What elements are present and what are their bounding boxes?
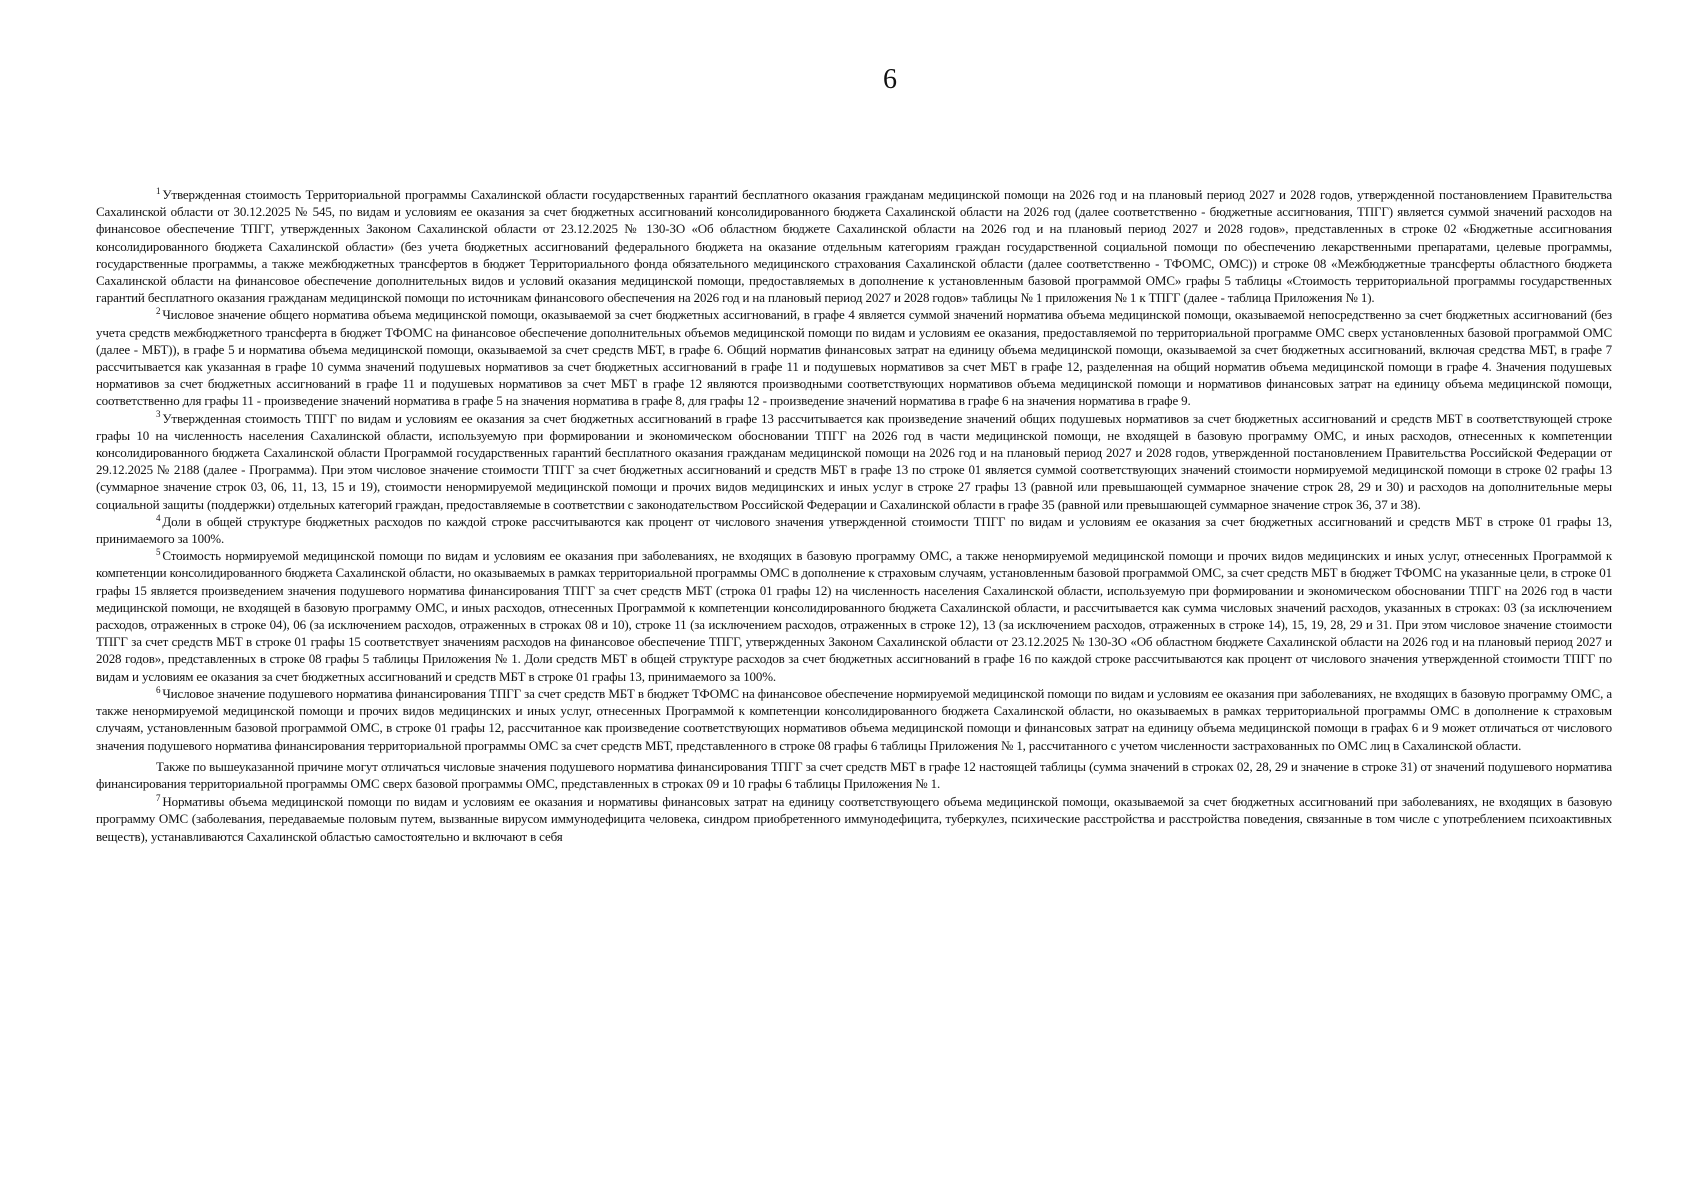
footnote-marker: 7	[156, 792, 161, 803]
footnote-marker: 3	[156, 409, 161, 420]
footnotes-section	[96, 186, 1612, 845]
footnote-marker: 4	[156, 512, 161, 523]
footnote-6	[96, 685, 1612, 754]
footnote-text: Также по вышеуказанной причине могут отличаться числовые значения подушевого норматива финансирования ТПГГ за счет средств МБТ в графе 12 настоящей таблицы (сумма значений в строках 02, 28, 29 и значение в строке 31) от значений подушевого норматива финансирования территориальной программы ОМС сверх базовой программы ОМС, представленных в строках 09 и 10 графы 6 таблицы Приложения № 1.	[96, 758, 1612, 791]
footnote-7	[96, 793, 1612, 845]
footnote-marker: 2	[156, 306, 161, 317]
footnote-marker: 5	[156, 546, 161, 557]
footnote-1	[96, 186, 1612, 306]
footnote-text: Стоимость нормируемой медицинской помощи по видам и условиям ее оказания при заболеваниях, не входящих в базовую программу ОМС, а также ненормируемой медицинской помощи и прочих видов медицинских и иных услуг, отнесенных Программой к компетенции консолидированного бюджета Сахалинской области, но оказываемых в рамках территориальной программы ОМС в дополнение к страховым случаям, установленным базовой программой ОМС, за счет средств МБТ в бюджет ТФОМС на указанные цели, в строке 01 графы 15 является произведением значения подушевого норматива финансирования ТПГГ за счет средств МБТ (строка 01 графы 12) на численность населения Сахалинской области, используемую при формировании и экономическом обосновании ТПГГ на 2026 год в части медицинской помощи, не входящей в базовую программу ОМС, и иных расходов, отнесенных Программой к компетенции консолидированного бюджета Сахалинской области, и рассчитывается как сумма числовых значений расходов, указанных в строках: 03 (за исключением расходов, отраженных в строке 04), 06 (за исключением расходов, отраженных в строках 08 и 10), строке 11 (за исключением расходов, отраженных в строке 12), 13 (за исключением расходов, отраженных в строке 14), 15, 19, 28, 29 и 31. При этом числовое значение стоимости ТПГГ за счет средств МБТ в строке 01 графы 15 соответствует значениям расходов на финансовое обеспечение ТПГГ, утвержденных Законом Сахалинской области от 23.12.2025 № 130-ЗО «Об областном бюджете Сахалинской области на 2026 год и на плановый период 2027 и 2028 годов», представленных в строке 08 графы 5 таблицы Приложения № 1. Доли средств МБТ в общей структуре расходов за счет бюджетных ассигнований в графе 16 по каждой строке рассчитываются как процент от числового значения утвержденной стоимости ТПГГ по видам и условиям ее оказания за счет бюджетных ассигнований и средств МБТ в строке 01 графы 13, принимаемого за 100%.	[96, 548, 1612, 684]
footnote-text: Числовое значение общего норматива объема медицинской помощи, оказываемой за счет бюджетных ассигнований, в графе 4 является суммой значений норматива объема медицинской помощи, оказываемой непосредственно за счет бюджетных ассигнований (без учета средств межбюджетного трансферта в бюджет ТФОМС на финансовое обеспечение дополнительных объемов медицинской помощи по видам и условиям ее оказания, предоставляемой по территориальной программе ОМС сверх установленных базовой программой ОМС (далее - МБТ)), в графе 5 и норматива объема медицинской помощи, оказываемой за счет средств МБТ, в графе 6. Общий норматив финансовых затрат на единицу объема медицинской помощи, оказываемой за счет бюджетных ассигнований, включая средства МБТ, в графе 7 рассчитывается как указанная в графе 10 сумма значений подушевых нормативов за счет бюджетных ассигнований в графе 11 и подушевых нормативов за счет МБТ в графе 12, разделенная на общий норматив объема медицинской помощи в графе 4. Значения подушевых нормативов за счет бюджетных ассигнований в графе 11 и подушевых нормативов за счет МБТ в графе 12 являются производными соответствующих нормативов объема медицинской помощи и нормативов финансовых затрат на единицу объема медицинской помощи, соответственно для графы 11 - произведение значений норматива в графе 5 на значения норматива в графе 8, для графы 12 - произведение значений норматива в графе 6 на значения норматива в графе 9.	[96, 307, 1612, 409]
footnote-text: Числовое значение подушевого норматива финансирования ТПГГ за счет средств МБТ в бюджет ТФОМС на финансовое обеспечение нормируемой медицинской помощи по видам и условиям ее оказания при заболеваниях, не входящих в базовую программу ОМС, а также ненормируемой медицинской помощи и прочих видов медицинских и иных услуг, отнесенных Программой к компетенции консолидированного бюджета Сахалинской области, но оказываемых в рамках территориальной программы ОМС в дополнение к страховым случаям, установленным базовой программой ОМС, в строке 01 графы 12, рассчитанное как произведение соответствующих нормативов объема медицинской помощи и финансовых затрат на единицу объема медицинской помощи в графах 6 и 9 может отличаться от числового значения подушевого норматива финансирования территориальной программы ОМС за счет средств МБТ, представленного в строке 08 графы 6 таблицы Приложения № 1, рассчитанного с учетом численности застрахованных по ОМС лиц в Сахалинской области.	[96, 685, 1612, 753]
footnote-text: Утвержденная стоимость ТПГГ по видам и условиям ее оказания за счет бюджетных ассигнований в графе 13 рассчитывается как произведение значений общих подушевых нормативов за счет бюджетных ассигнований и средств МБТ в соответствующей строке графы 10 на численность населения Сахалинской области, используемую при формировании и экономическом обосновании ТПГГ на 2026 год в части медицинской помощи, не входящей в базовую программу ОМС, и иных расходов, отнесенных к компетенции консолидированного бюджета Сахалинской области Программой государственных гарантий бесплатного оказания гражданам медицинской помощи на 2026 год и на плановый период 2027 и 2028 годов, утвержденной постановлением Правительства Российской Федерации от 29.12.2025 № 2188 (далее - Программа). При этом числовое значение стоимости ТПГГ за счет бюджетных ассигнований и средств МБТ в графе 13 по строке 01 является суммой соответствующих значений стоимости нормируемой медицинской помощи в строке 02 графы 13 (суммарное значение строк 03, 06, 11, 13, 15 и 19), стоимости ненормируемой медицинской помощи и прочих видов медицинских и иных услуг в строке 27 графы 13 (равной или превышающей суммарное значение строк 28, 29 и 30) и расходов на дополнительные меры социальной защиты (поддержки) отдельных категорий граждан, предоставляемые в соответствии с законодательством Российской Федерации и Сахалинской области в графе 35 (равной или превышающей суммарное значение строк 36, 37 и 38).	[96, 410, 1612, 512]
footnote-text: Доли в общей структуре бюджетных расходов по каждой строке рассчитываются как процент от числового значения утвержденной стоимости ТПГГ по видам и условиям ее оказания за счет бюджетных ассигнований и средств МБТ в строке 01 графы 13, принимаемого за 100%.	[96, 513, 1612, 547]
footnote-6-continuation	[96, 758, 1612, 792]
footnote-4	[96, 513, 1612, 547]
footnote-text: Утвержденная стоимость Территориальной программы Сахалинской области государственных гарантий бесплатного оказания гражданам медицинской помощи на 2026 год и на плановый период 2027 и 2028 годов, утвержденной постановлением Правительства Сахалинской области от 30.12.2025 № 545, по видам и условиям ее оказания за счет бюджетных ассигнований консолидированного бюджета Сахалинской области на 2026 год (далее соответственно - бюджетные ассигнования, ТПГГ) является суммой значений расходов на финансовое обеспечение ТПГГ, утвержденных Законом Сахалинской области от 23.12.2025 № 130-ЗО «Об областном бюджете Сахалинской области на 2026 год и на плановый период 2027 и 2028 годов», представленных в строке 02 «Бюджетные ассигнования консолидированного бюджета Сахалинской области» (без учета бюджетных ассигнований федерального бюджета на оказание отдельным категориям граждан государственной социальной помощи по обеспечению лекарственными препаратами, целевые программы, государственные программы, а также межбюджетных трансфертов в бюджет Территориального фонда обязательного медицинского страхования Сахалинской области (далее соответственно - ТФОМС, ОМС)) и строке 08 «Межбюджетные трансферты областного бюджета Сахалинской области на финансовое обеспечение дополнительных видов и условий оказания медицинской помощи, предоставляемых в дополнение к установленным базовой программой ОМС» графы 5 таблицы «Стоимость территориальной программы государственных гарантий бесплатного оказания гражданам медицинской помощи по источникам финансового обеспечения на 2026 год и на плановый период 2027 и 2028 годов» таблицы № 1 приложения № 1 к ТПГГ (далее - таблица Приложения № 1).	[96, 187, 1612, 306]
page-number: 6	[883, 64, 897, 95]
footnote-marker: 1	[156, 185, 161, 196]
footnote-marker: 6	[156, 684, 161, 695]
footnote-text: Нормативы объема медицинской помощи по видам и условиям ее оказания и нормативы финансовых затрат на единицу соответствующего объема медицинской помощи, оказываемой за счет бюджетных ассигнований при заболеваниях, не входящих в базовую программу ОМС (заболевания, передаваемые половым путем, вызванные вирусом иммунодефицита человека, синдром приобретенного иммунодефицита, туберкулез, психические расстройства и расстройства поведения, связанные в том числе с употреблением психоактивных веществ), устанавливаются Сахалинской областью самостоятельно и включают в себя	[96, 794, 1612, 844]
footnote-3	[96, 410, 1612, 513]
footnote-5	[96, 547, 1612, 685]
footnote-2	[96, 306, 1612, 409]
